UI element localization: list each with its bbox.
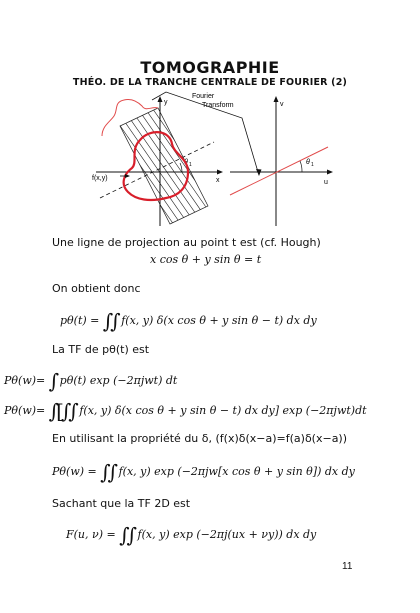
double-integral-1: ∫∫ xyxy=(102,309,118,333)
tf-equation-3 xyxy=(52,460,355,484)
theta-subscript-left: 1 xyxy=(189,162,192,168)
projection-equation xyxy=(60,309,317,333)
theta-label-left: θ xyxy=(184,159,188,166)
left-y-arrow xyxy=(158,96,163,102)
tf-equation-1 xyxy=(4,369,177,393)
right-u-arrow xyxy=(327,170,333,175)
left-x-label: x xyxy=(216,177,220,184)
open-bracket: [ xyxy=(56,399,61,423)
fourier-slice-line xyxy=(230,147,328,195)
tf-eq2-rhs: f(x, y) δ(x cos θ + y sin θ − t) dx dy] exp (−2πjwt)dt xyxy=(79,404,367,417)
double-integral-4: ∫∫ xyxy=(119,523,135,547)
obtain-text: On obtient donc xyxy=(52,282,141,295)
tf-eq3-lhs: Pθ(w) = xyxy=(52,465,97,478)
single-integral-1: ∫ xyxy=(48,369,57,393)
tf-eq3-rhs: f(x, y) exp (−2πjw[x cos θ + y sin θ]) dx dy xyxy=(118,465,355,478)
tf-eq1-lhs: Pθ(w)= xyxy=(4,374,46,387)
fourier-slice-figure xyxy=(80,88,350,230)
fxy-arrowhead xyxy=(125,174,130,178)
fxy-label: f(x,y) xyxy=(92,175,108,182)
tf-eq2-lhs: Pθ(w)= xyxy=(4,404,46,417)
tf2d-equation xyxy=(66,523,316,547)
projection-eq-rhs: f(x, y) δ(x cos θ + y sin θ − t) dx dy xyxy=(121,314,317,327)
right-u-label: u xyxy=(324,179,328,186)
tf2d-intro-text: Sachant que la TF 2D est xyxy=(52,497,191,510)
projection-profile xyxy=(102,99,158,136)
object-contour xyxy=(124,132,188,200)
right-v-label: v xyxy=(280,101,284,108)
transform-label: Transform xyxy=(202,102,234,109)
fourier-label: Fourier xyxy=(192,93,215,100)
page-subtitle: THÉO. DE LA TRANCHE CENTRALE DE FOURIER (2) xyxy=(72,77,348,88)
tf-intro-text: La TF de pθ(t) est xyxy=(52,343,150,356)
theta-subscript-right: 1 xyxy=(311,162,314,168)
double-integral-2: ∫∫ xyxy=(60,399,76,423)
left-y-label: y xyxy=(164,99,168,106)
theta-arc-right xyxy=(300,161,302,172)
page-title: TOMOGRAPHIE xyxy=(140,58,280,77)
hough-equation: x cos θ + y sin θ = t xyxy=(150,253,262,266)
tf2d-eq-lhs: F(u, ν) = xyxy=(66,528,116,541)
page-number: 11 xyxy=(342,561,353,572)
tf-eq1-rhs: pθ(t) exp (−2πjwt) dt xyxy=(59,374,178,387)
double-integral-3: ∫∫ xyxy=(100,460,116,484)
projection-eq-lhs: pθ(t) = xyxy=(60,314,100,327)
left-x-arrow xyxy=(217,170,223,175)
projection-line-text: Une ligne de projection au point t est (cf. Hough) xyxy=(52,236,321,249)
right-v-arrow xyxy=(274,96,279,102)
delta-property-text: En utilisant la propriété du δ, (f(x)δ(x−a)=f(a)δ(x−a)) xyxy=(52,432,348,445)
theta-label-right: θ xyxy=(306,159,310,166)
single-integral-2: ∫ xyxy=(48,399,57,423)
tf2d-eq-rhs: f(x, y) exp (−2πj(ux + νy)) dx dy xyxy=(137,528,317,541)
tf-equation-2 xyxy=(4,399,367,423)
